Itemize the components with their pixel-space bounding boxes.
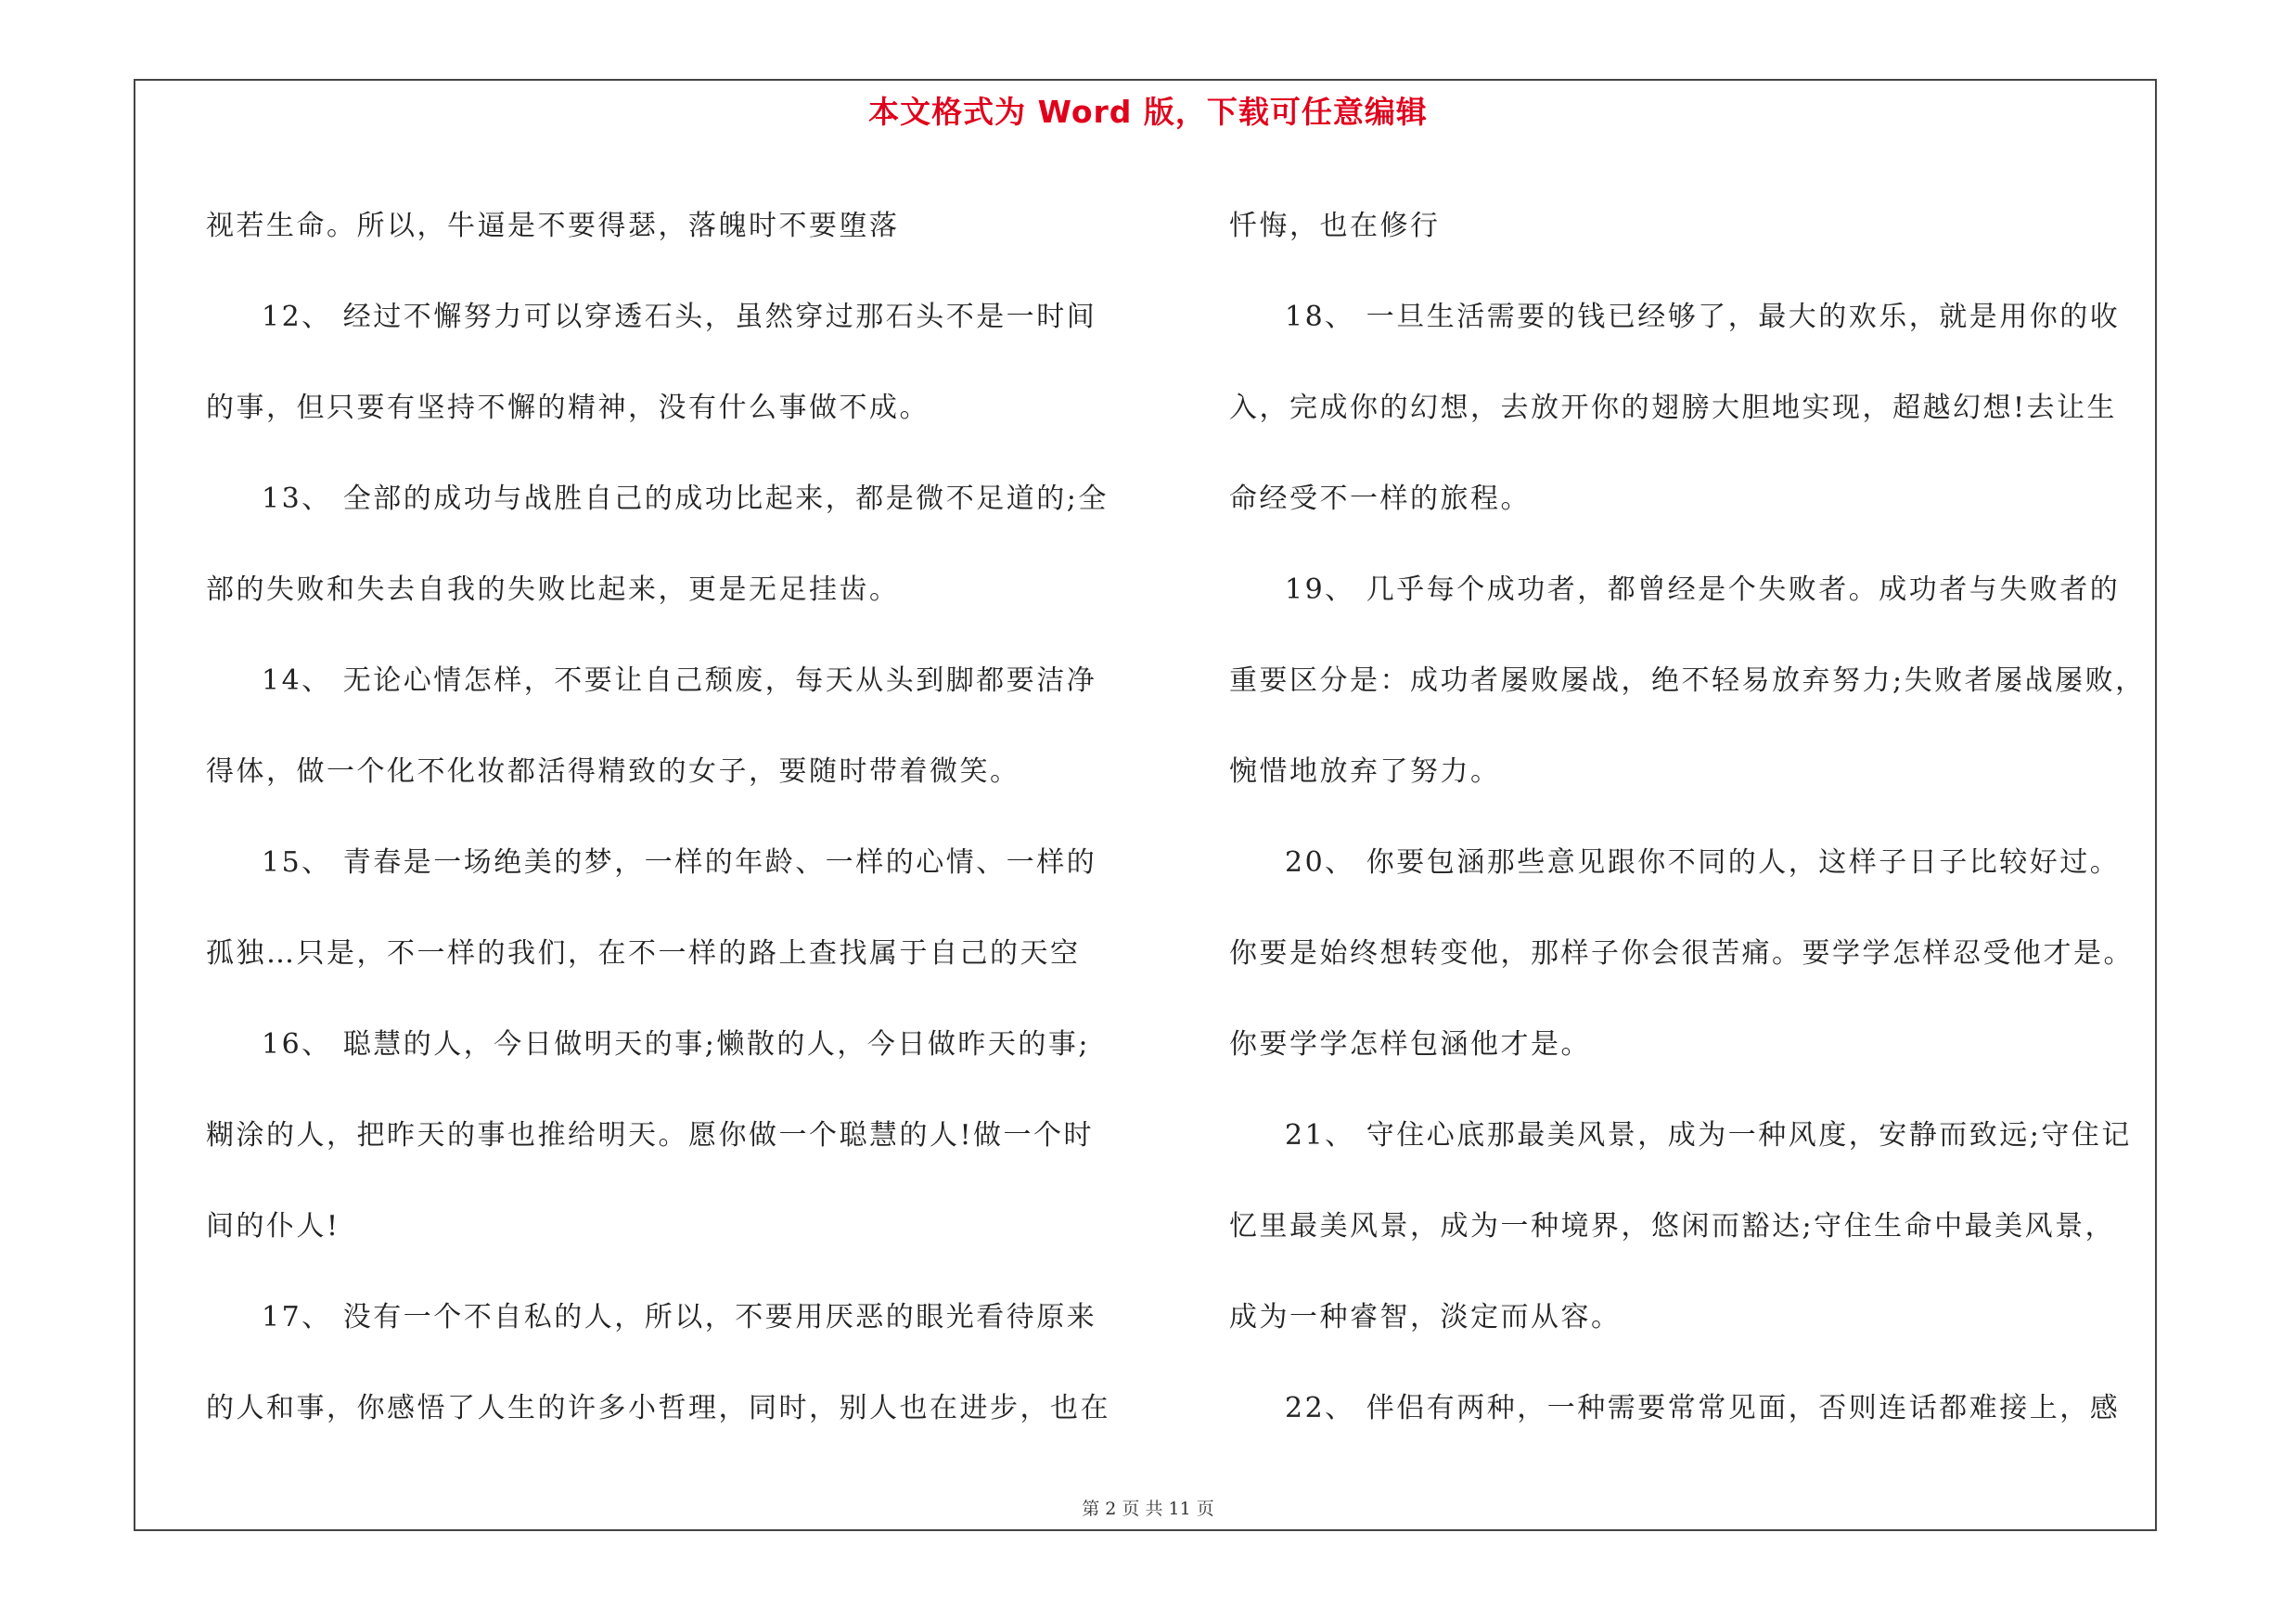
text-line: 入，完成你的幻想，去放开你的翅膀大胆地实现，超越幻想!去让生 xyxy=(1229,392,2118,424)
text-line: 13、 全部的成功与战胜自己的成功比起来，都是微不足道的;全 xyxy=(262,483,1109,515)
text-line: 重要区分是：成功者屡败屡战，绝不轻易放弃努力;失败者屡战屡败， xyxy=(1229,664,2146,697)
text-line: 21、 守住心底那最美风景，成为一种风度，安静而致远;守住记 xyxy=(1285,1119,2132,1152)
text-line: 糊涂的人，把昨天的事也推给明天。愿你做一个聪慧的人!做一个时 xyxy=(206,1119,1095,1152)
text-line: 你要是始终想转变他，那样子你会很苦痛。要学学怎样忍受他才是。 xyxy=(1229,937,2134,970)
text-line: 惋惜地放弃了努力。 xyxy=(1229,755,1501,788)
text-line: 你要学学怎样包涵他才是。 xyxy=(1229,1028,1591,1061)
text-line: 20、 你要包涵那些意见跟你不同的人，这样子日子比较好过。 xyxy=(1285,846,2121,879)
page-number-footer: 第 2 页 共 11 页 xyxy=(1082,1499,1214,1519)
text-line: 忏悔，也在修行 xyxy=(1229,210,1441,242)
text-line: 16、 聪慧的人，今日做明天的事;懒散的人，今日做昨天的事; xyxy=(262,1028,1090,1061)
text-line: 19、 几乎每个成功者，都曾经是个失败者。成功者与失败者的 xyxy=(1285,573,2121,606)
text-line: 孤独…只是，不一样的我们，在不一样的路上查找属于自己的天空 xyxy=(206,937,1081,970)
text-line: 部的失败和失去自我的失败比起来，更是无足挂齿。 xyxy=(206,573,900,606)
left-column xyxy=(206,181,1134,1454)
text-line: 间的仆人! xyxy=(206,1210,340,1243)
right-column xyxy=(1229,181,2166,1454)
header-banner: 本文格式为 Word 版，下载可任意编辑 xyxy=(868,94,1428,130)
text-line: 12、 经过不懈努力可以穿透石头，虽然穿过那石头不是一时间 xyxy=(262,301,1097,333)
text-line: 得体，做一个化不化妆都活得精致的女子，要随时带着微笑。 xyxy=(206,755,1020,788)
text-line: 22、 伴侣有两种，一种需要常常见面，否则连话都难接上，感 xyxy=(1285,1392,2121,1424)
text-line: 15、 青春是一场绝美的梦，一样的年龄、一样的心情、一样的 xyxy=(262,846,1097,879)
text-line: 忆里最美风景，成为一种境界，悠闲而豁达;守住生命中最美风景， xyxy=(1229,1210,2116,1243)
text-line: 的人和事，你感悟了人生的许多小哲理，同时，别人也在进步，也在 xyxy=(206,1392,1110,1424)
text-line: 18、 一旦生活需要的钱已经够了，最大的欢乐，就是用你的收 xyxy=(1285,301,2121,333)
text-line: 视若生命。所以，牛逼是不要得瑟，落魄时不要堕落 xyxy=(206,210,900,242)
text-line: 14、 无论心情怎样，不要让自己颓废，每天从头到脚都要洁净 xyxy=(262,664,1097,697)
text-line: 命经受不一样的旅程。 xyxy=(1229,483,1531,515)
text-line: 17、 没有一个不自私的人，所以，不要用厌恶的眼光看待原来 xyxy=(262,1301,1097,1333)
text-line: 的事，但只要有坚持不懈的精神，没有什么事做不成。 xyxy=(206,392,930,424)
text-line: 成为一种睿智，淡定而从容。 xyxy=(1229,1301,1622,1333)
